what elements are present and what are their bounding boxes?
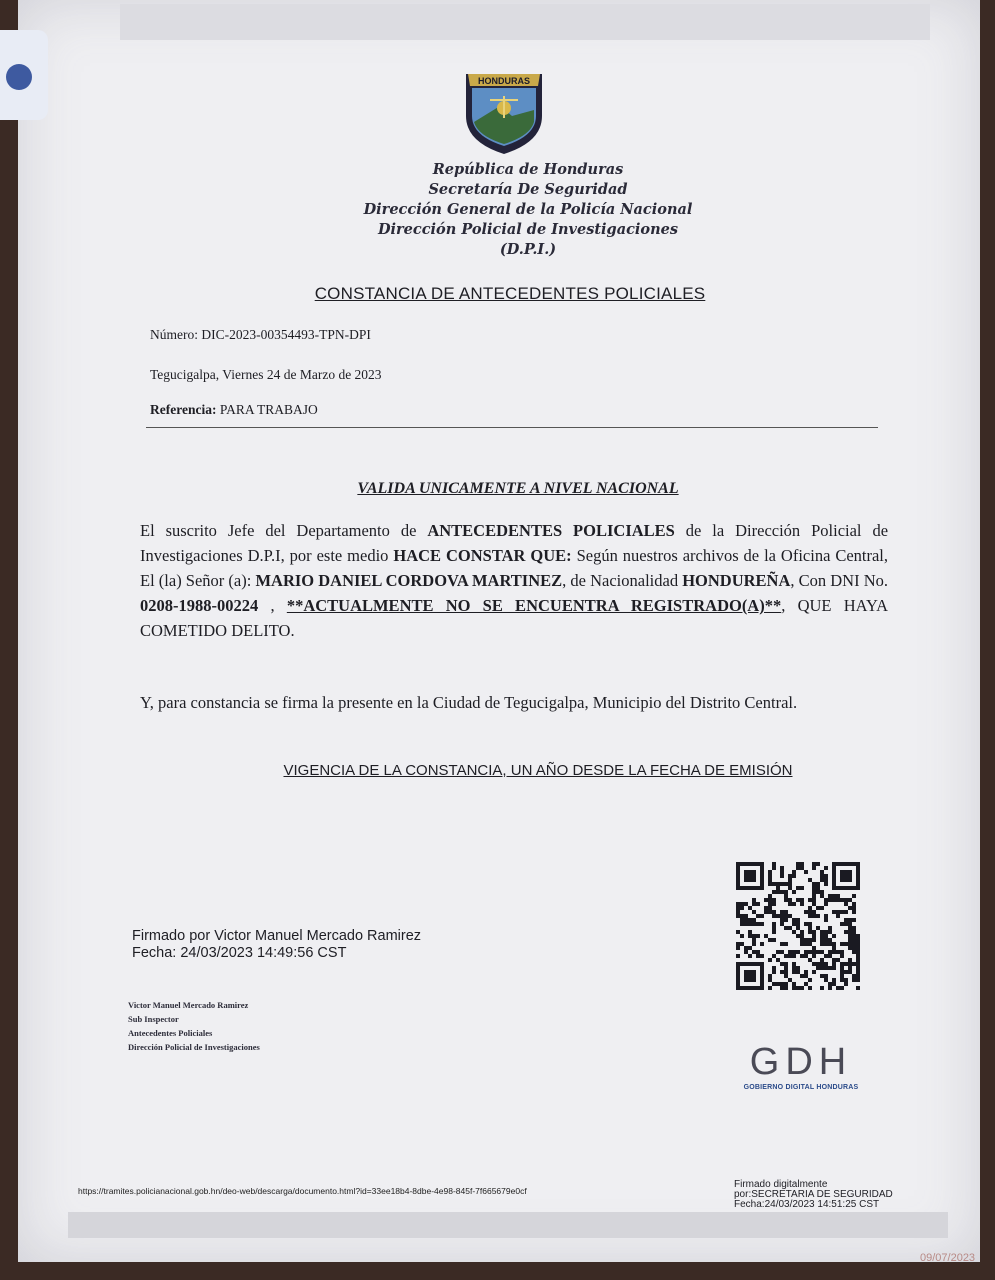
person-name: MARIO DANIEL CORDOVA MARTINEZ xyxy=(255,571,563,590)
signatory-department: Antecedentes Policiales xyxy=(128,1028,213,1038)
date: Viernes 24 de Marzo de 2023 xyxy=(222,367,382,382)
hace-constar: HACE CONSTAR QUE: xyxy=(393,546,572,565)
police-shield-icon xyxy=(460,66,548,156)
referencia-value: PARA TRABAJO xyxy=(219,402,318,417)
letterhead-ministry: Secretaría De Seguridad xyxy=(428,181,628,198)
letterhead-directorate: Dirección General de la Policía Nacional xyxy=(363,201,693,218)
body-text-5: , Con DNI No. xyxy=(790,571,888,590)
sticker-logo-icon xyxy=(6,64,32,90)
signatory-division: Dirección Policial de Investigaciones xyxy=(128,1042,260,1052)
digital-seal-line2: por:SECRETARIA DE SEGURIDAD xyxy=(734,1189,893,1200)
signatory-rank: Sub Inspector xyxy=(128,1014,179,1024)
logo-text: HONDURAS xyxy=(477,76,531,86)
divider xyxy=(146,427,878,428)
digital-seal-line1: Firmado digitalmente xyxy=(734,1179,828,1190)
letterhead-acronym: (D.P.I.) xyxy=(499,241,557,258)
body-paragraph xyxy=(140,518,888,643)
digital-seal xyxy=(734,1180,893,1210)
side-sticker xyxy=(0,30,48,120)
qr-code-icon xyxy=(736,862,860,990)
signatory-block xyxy=(128,998,260,1054)
digital-seal-line3: Fecha:24/03/2023 14:51:25 CST xyxy=(734,1199,880,1210)
closing-paragraph: Y, para constancia se firma la presente en la Ciudad de Tegucigalpa, Municipio del Distrito Central. xyxy=(140,693,798,712)
body-text-1: El suscrito Jefe del Departamento de xyxy=(140,521,417,540)
gdh-logo xyxy=(726,1040,876,1091)
document-date xyxy=(150,367,382,383)
letterhead-country: República de Honduras xyxy=(432,161,624,178)
department-name: ANTECEDENTES POLICIALES xyxy=(427,521,675,540)
gdh-subtitle: GOBIERNO DIGITAL HONDURAS xyxy=(743,1084,859,1091)
signatory-name: Victor Manuel Mercado Ramirez xyxy=(128,1000,249,1010)
validity-notice: VALIDA UNICAMENTE A NIVEL NACIONAL xyxy=(357,480,679,497)
body-text-7: , QUE HAYA COMETIDO DELITO. xyxy=(140,596,889,640)
record-status: **ACTUALMENTE NO SE ENCUENTRA REGISTRADO(A)** xyxy=(286,596,782,615)
validity-period: VIGENCIA DE LA CONSTANCIA, UN AÑO DESDE LA FECHA DE EMISIÓN xyxy=(283,762,793,779)
body-text-3: Según nuestros archivos de la Oficina Central, El (la) Señor (a): xyxy=(140,546,889,590)
photo-date-stamp: 09/07/2023 xyxy=(920,1252,976,1264)
referencia-label: Referencia: xyxy=(150,402,217,417)
digital-signature xyxy=(132,928,421,962)
nationality: HONDUREÑA xyxy=(682,571,791,590)
signed-by: Firmado por Victor Manuel Mercado Ramirez xyxy=(132,928,422,944)
body-text-6: , xyxy=(270,596,275,615)
body-text-4: , de Nacionalidad xyxy=(562,571,679,590)
signed-date: Fecha: 24/03/2023 14:49:56 CST xyxy=(132,945,347,961)
numero-label: Número: xyxy=(150,327,198,342)
letterhead xyxy=(308,160,748,260)
document-reference xyxy=(150,402,318,418)
document-number xyxy=(150,327,371,343)
dni-number: 0208-1988-00224 xyxy=(140,596,259,615)
numero-value: DIC-2023-00354493-TPN-DPI xyxy=(201,327,371,342)
document-title: CONSTANCIA DE ANTECEDENTES POLICIALES xyxy=(314,284,706,303)
place: Tegucigalpa, xyxy=(150,367,220,382)
document-page xyxy=(18,0,980,1262)
verification-url: https://tramites.policianacional.gob.hn/deo-web/descarga/documento.html?id=33ee18b4-8dbe-4e98-845f-7f665679e0cf xyxy=(78,1186,527,1196)
body-text-2: de la Dirección Policial de Investigaciones D.P.I, por este medio xyxy=(140,521,889,565)
letterhead-division: Dirección Policial de Investigaciones xyxy=(377,221,679,238)
scan-shadow-bottom xyxy=(68,1212,948,1238)
scan-shadow-top xyxy=(120,4,930,40)
gdh-mark: GDH xyxy=(749,1041,853,1083)
